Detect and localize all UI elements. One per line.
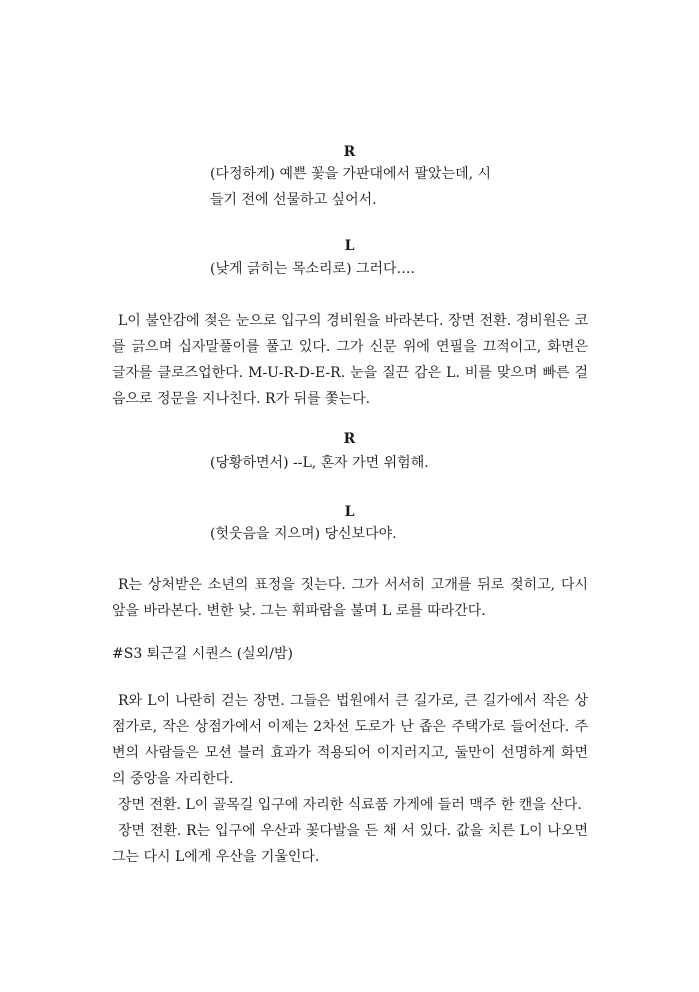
action-text: L이 불안감에 젖은 눈으로 입구의 경비원을 바라본다. 장면 전환. 경비원은 코를 긁으며 십자말풀이를 풀고 있다. 그가 신문 위에 연필을 끄적이고, 화면은 글자를 클로즈업한다. M-U-R-D-E-R. 눈을 질끈 감은 L. 비를 맞으며 빠른 걸음으로 정문을 지나친다. R가 뒤를 쫓는다. [112,313,588,407]
speaker-r-2: R [343,431,356,447]
speaker-r-1: R [343,144,356,160]
speaker-l-1: L [344,238,355,254]
dialogue-r-2: (당황하면서) --L, 혼자 가면 위험해. [210,455,429,471]
dialogue-l-2: (헛웃음을 지으며) 당신보다야. [210,526,397,542]
speaker-l-2: L [344,504,355,520]
scene-heading: #S3 퇴근길 시퀀스 (실외/밤) [112,646,293,662]
action-text: 장면 전환. R는 입구에 우산과 꽃다발을 든 채 서 있다. 값을 치른 L이 나오면 그는 다시 L에게 우산을 기울인다. [112,823,588,865]
action-text: R와 L이 나란히 걷는 장면. 그들은 법원에서 큰 길가로, 큰 길가에서 작은 상점가로, 작은 상점가에서 이제는 2차선 도로가 난 좁은 주택가로 들어선다. 주변의 사람들은 모션 블러 효과가 적용되어 이지러지고, 둘만이 선명하게 화면의 중앙을 자리한다. [112,693,588,787]
action-paragraph-1 [112,308,588,412]
dialogue-line: (다정하게) 예쁜 꽃을 가판대에서 팔았는데, 시 [210,166,492,182]
action-paragraph-2 [112,572,588,624]
dialogue-line: 들기 전에 선물하고 싶어서. [210,192,377,208]
action-text: 장면 전환. L이 골목길 입구에 자리한 식료품 가게에 들러 맥주 한 캔을 산다. [118,797,582,813]
action-paragraph-3 [112,688,588,870]
dialogue-l-1: (낮게 긁히는 목소리로) 그러다…. [210,261,416,277]
dialogue-r-1 [210,161,500,213]
action-text: R는 상처받은 소년의 표정을 짓는다. 그가 서서히 고개를 뒤로 젖히고, 다시 앞을 바라본다. 변한 낮. 그는 휘파람을 불며 L 로를 따라간다. [112,577,588,619]
